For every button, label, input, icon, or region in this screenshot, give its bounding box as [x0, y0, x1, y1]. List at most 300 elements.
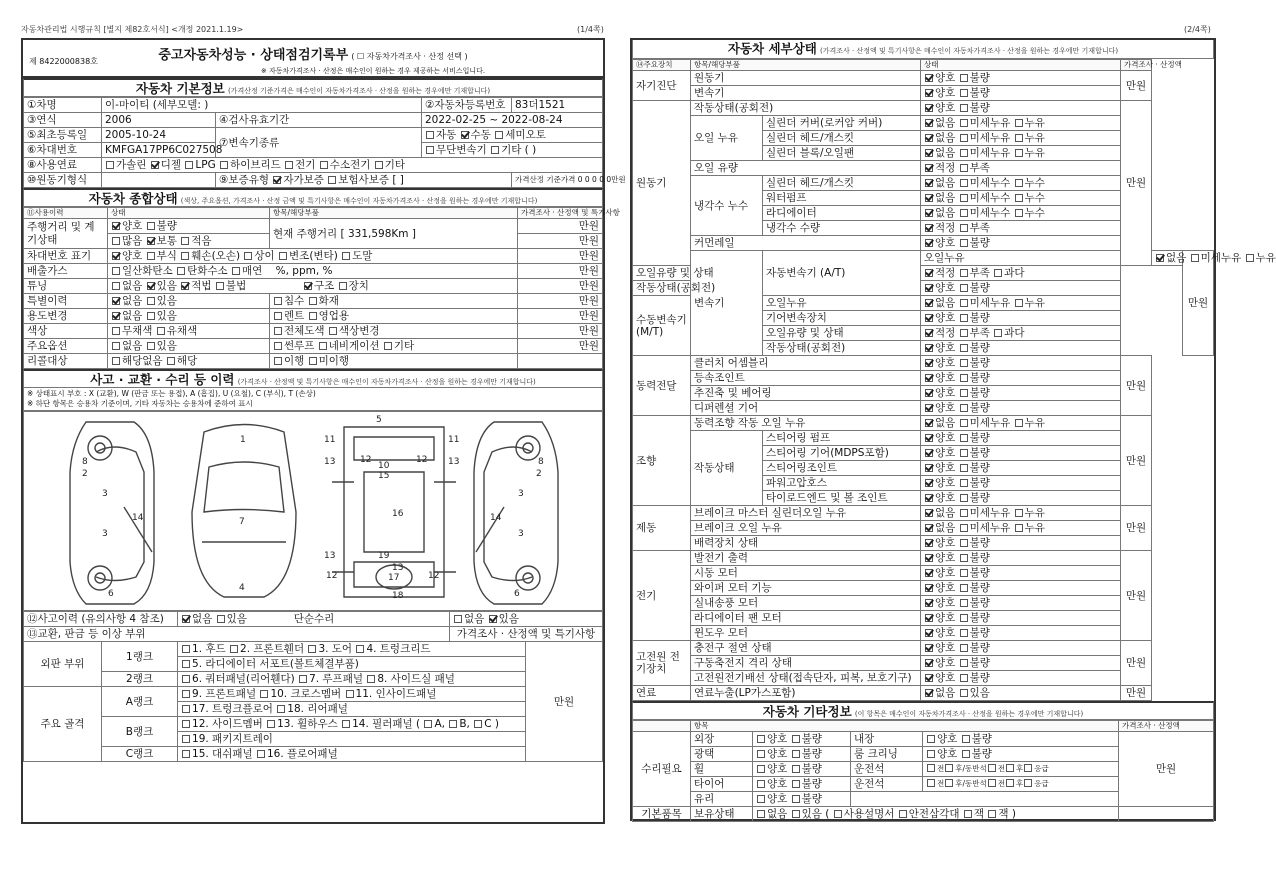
fuel-elec-checkbox[interactable]	[285, 161, 293, 169]
option-navi-checkbox[interactable]	[319, 342, 327, 350]
trans-manual-checkbox[interactable]	[461, 131, 469, 139]
wheel-rear-checkbox[interactable]	[945, 764, 953, 772]
detail-state-42	[921, 671, 1121, 686]
glass-bad-checkbox[interactable]	[792, 795, 800, 803]
accident-none-checkbox[interactable]	[182, 615, 190, 623]
tire-rear2-checkbox[interactable]	[1006, 779, 1014, 787]
tire-emergency-checkbox[interactable]	[1024, 779, 1032, 787]
detail-checkbox-3-1[interactable]	[960, 104, 968, 112]
tire-bad-checkbox[interactable]	[792, 780, 800, 788]
detail-state-2	[921, 86, 1121, 101]
option-price: 만원	[518, 339, 603, 354]
detail-checkbox-36-0[interactable]	[925, 584, 933, 592]
wheel-front-checkbox[interactable]	[927, 764, 935, 772]
detail-price-43: 만원	[1121, 686, 1152, 701]
detail-checkbox-14-0[interactable]	[1156, 254, 1164, 262]
detail-checkbox-16-0[interactable]	[925, 284, 933, 292]
detail-checkbox-9-2[interactable]	[1015, 194, 1023, 202]
special-yes-checkbox[interactable]	[147, 297, 155, 305]
emission-smoke-checkbox[interactable]	[232, 267, 240, 275]
room-good-checkbox[interactable]	[927, 750, 935, 758]
detail-checkbox-36-1[interactable]	[960, 584, 968, 592]
detail-sd1: 원동기	[691, 71, 921, 86]
trunk-lid-checkbox[interactable]	[356, 645, 364, 653]
detail-state-8	[921, 176, 1121, 191]
warranty-ins-checkbox[interactable]	[328, 176, 336, 184]
detail-checkbox-11-0[interactable]	[925, 224, 933, 232]
detail-checkbox-7-0[interactable]	[925, 164, 933, 172]
detail-option-27-0: 양호	[935, 447, 956, 459]
tuning-legal: 적법	[191, 280, 212, 292]
emission-hc-checkbox[interactable]	[177, 267, 185, 275]
wheel-label: 휠	[691, 762, 753, 777]
detail-option-34-1: 불량	[969, 552, 990, 564]
detail-checkbox-33-1[interactable]	[960, 539, 968, 547]
usage-none-checkbox[interactable]	[112, 312, 120, 320]
tuning-illegal-checkbox[interactable]	[216, 282, 224, 290]
glass-options	[753, 792, 851, 807]
detail-checkbox-9-0[interactable]	[925, 194, 933, 202]
dash-panel-checkbox[interactable]	[182, 750, 190, 758]
detail-checkbox-42-1[interactable]	[960, 674, 968, 682]
vin-label: ⑥차대번호	[24, 143, 102, 158]
trans-cvt-checkbox[interactable]	[426, 146, 434, 154]
detail-checkbox-6-2[interactable]	[1015, 149, 1023, 157]
hood-checkbox[interactable]	[182, 645, 190, 653]
front-panel: 9. 프론트패널	[192, 688, 257, 700]
gloss-bad-checkbox[interactable]	[792, 750, 800, 758]
detail-checkbox-18-0[interactable]	[925, 314, 933, 322]
detail-s4: 스티어링조인트	[763, 461, 921, 476]
fuel-hybrid-checkbox[interactable]	[220, 161, 228, 169]
detail-title: 자동차 세부상태	[727, 41, 817, 56]
option-sunroof-checkbox[interactable]	[274, 342, 282, 350]
detail-checkbox-5-1[interactable]	[960, 134, 968, 142]
detail-checkbox-24-1[interactable]	[960, 404, 968, 412]
side-member-checkbox[interactable]	[182, 720, 190, 728]
detail-checkbox-8-1[interactable]	[960, 179, 968, 187]
vin-opt-4-checkbox[interactable]	[279, 252, 287, 260]
vin-opt-2: 훼손(오손)	[191, 250, 241, 262]
front-fender-checkbox[interactable]	[230, 645, 238, 653]
recall-na-checkbox[interactable]	[112, 357, 120, 365]
detail-checkbox-32-2[interactable]	[1015, 524, 1023, 532]
emission-smoke: 매연	[241, 265, 263, 277]
tuning-device-checkbox[interactable]	[339, 282, 347, 290]
detail-checkbox-23-1[interactable]	[960, 389, 968, 397]
detail-checkbox-14-2[interactable]	[1246, 254, 1254, 262]
trunk-floor-checkbox[interactable]	[182, 705, 190, 713]
option-yes-checkbox[interactable]	[147, 342, 155, 350]
detail-state-34	[921, 551, 1121, 566]
detail-checkbox-26-0[interactable]	[925, 434, 933, 442]
detail-option-40-0: 양호	[935, 642, 956, 654]
detail-checkbox-38-1[interactable]	[960, 614, 968, 622]
detail-checkbox-6-0[interactable]	[925, 149, 933, 157]
detail-h4: 가격조사 · 산정액	[1121, 60, 1152, 71]
detail-checkbox-32-0[interactable]	[925, 524, 933, 532]
detail-checkbox-31-0[interactable]	[925, 509, 933, 517]
detail-t1: 오일누유	[921, 251, 1121, 266]
fuel-other-checkbox[interactable]	[375, 161, 383, 169]
detail-checkbox-10-2[interactable]	[1015, 209, 1023, 217]
detail-checkbox-20-0[interactable]	[925, 344, 933, 352]
detail-checkbox-20-1[interactable]	[960, 344, 968, 352]
detail-option-21-0: 양호	[935, 357, 956, 369]
room-bad-checkbox[interactable]	[962, 750, 970, 758]
manual-checkbox[interactable]	[834, 810, 842, 818]
svg-text:12: 12	[360, 455, 372, 465]
detail-checkbox-29-1[interactable]	[960, 479, 968, 487]
triangle-checkbox[interactable]	[899, 810, 907, 818]
mileage-bad-checkbox[interactable]	[147, 222, 155, 230]
wheel-good-checkbox[interactable]	[757, 765, 765, 773]
pillar-panel-checkbox[interactable]	[342, 720, 350, 728]
detail-checkbox-8-2[interactable]	[1015, 179, 1023, 187]
glass-empty	[851, 792, 1119, 807]
roof-panel: 7. 루프패널	[309, 673, 363, 685]
etc-title: 자동차 기타정보	[762, 704, 852, 719]
detail-t3: 작동상태(공회전)	[633, 281, 691, 296]
detail-checkbox-30-0[interactable]	[925, 494, 933, 502]
room-clean-options	[923, 747, 1119, 762]
exterior-options	[753, 732, 851, 747]
document-number: 제 8422000838호	[29, 57, 98, 66]
roof-panel-checkbox[interactable]	[299, 675, 307, 683]
detail-option-36-0: 양호	[935, 582, 956, 594]
fuel-h2-checkbox[interactable]	[320, 161, 328, 169]
color-label: 색상	[24, 324, 108, 339]
trunk-lid: 4. 트렁크리드	[366, 643, 431, 655]
mileage-good-checkbox[interactable]	[112, 222, 120, 230]
vin-opt-5-checkbox[interactable]	[342, 252, 350, 260]
overall-title: 자동차 종합상태	[88, 191, 178, 206]
detail-option-41-1: 불량	[969, 657, 990, 669]
color-change-checkbox[interactable]	[329, 327, 337, 335]
emission-co-checkbox[interactable]	[112, 267, 120, 275]
detail-checkbox-2-0[interactable]	[925, 89, 933, 97]
tire-bad: 불량	[801, 778, 822, 790]
usage-yes-checkbox[interactable]	[147, 312, 155, 320]
detail-checkbox-10-1[interactable]	[960, 209, 968, 217]
rank2-label: 2랭크	[102, 672, 178, 687]
detail-option-33-1: 불량	[969, 537, 990, 549]
tire-rear-checkbox[interactable]	[945, 779, 953, 787]
detail-checkbox-21-0[interactable]	[925, 359, 933, 367]
detail-checkbox-15-0[interactable]	[925, 269, 933, 277]
special-flood-checkbox[interactable]	[274, 297, 282, 305]
svg-text:13: 13	[448, 457, 460, 467]
detail-checkbox-7-1[interactable]	[960, 164, 968, 172]
basic-info-title: 자동차 기본정보	[135, 81, 225, 96]
package-tray-checkbox[interactable]	[182, 735, 190, 743]
accident-history-options	[178, 612, 450, 627]
detail-state-1	[921, 71, 1121, 86]
mileage-label: 주행거리 및 계기상태	[24, 219, 108, 249]
fuel-hybrid: 하이브리드	[230, 159, 281, 171]
detail-checkbox-5-0[interactable]	[925, 134, 933, 142]
vin-opt-1-checkbox[interactable]	[147, 252, 155, 260]
option-other-checkbox[interactable]	[384, 342, 392, 350]
detail-checkbox-5-2[interactable]	[1015, 134, 1023, 142]
detail-checkbox-25-2[interactable]	[1015, 419, 1023, 427]
recall-yes: 해당	[176, 355, 198, 367]
vin-opt-0-checkbox[interactable]	[112, 252, 120, 260]
page-2	[630, 38, 1276, 821]
front-fender: 2. 프론트휀더	[240, 643, 305, 655]
fuel-gas-checkbox[interactable]	[106, 161, 114, 169]
detail-checkbox-9-1[interactable]	[960, 194, 968, 202]
package-tray: 19. 패키지트레이	[192, 733, 273, 745]
detail-state-10	[921, 206, 1121, 221]
option-none-checkbox[interactable]	[112, 342, 120, 350]
accident-title: 사고 · 교환 · 수리 등 이력	[90, 372, 235, 387]
detail-checkbox-38-0[interactable]	[925, 614, 933, 622]
floor-panel-checkbox[interactable]	[257, 750, 265, 758]
detail-checkbox-40-1[interactable]	[960, 644, 968, 652]
detail-checkbox-14-1[interactable]	[1191, 254, 1199, 262]
tire-good-checkbox[interactable]	[757, 780, 765, 788]
tuning-struct-checkbox[interactable]	[304, 282, 312, 290]
detail-checkbox-1-1[interactable]	[960, 74, 968, 82]
quarter-panel: 6. 쿼터패널(리어휀다)	[192, 673, 295, 685]
detail-checkbox-12-1[interactable]	[960, 239, 968, 247]
pillar-c-checkbox[interactable]	[474, 720, 482, 728]
special-fire-checkbox[interactable]	[309, 297, 317, 305]
interior-good-checkbox[interactable]	[927, 735, 935, 743]
detail-option-25-1: 미세누유	[969, 417, 1011, 429]
detail-checkbox-23-0[interactable]	[925, 389, 933, 397]
detail-checkbox-19-2[interactable]	[994, 329, 1002, 337]
quarter-panel-checkbox[interactable]	[182, 675, 190, 683]
detail-checkbox-43-0[interactable]	[925, 689, 933, 697]
svg-text:2: 2	[82, 469, 88, 479]
detail-state-7	[921, 161, 1121, 176]
detail-checkbox-42-0[interactable]	[925, 674, 933, 682]
detail-option-39-1: 불량	[969, 627, 990, 639]
accident-table	[23, 611, 603, 762]
detail-checkbox-17-1[interactable]	[960, 299, 968, 307]
mileage-normal-checkbox[interactable]	[147, 237, 155, 245]
detail-e6: 실린더 헤드/개스킷	[763, 176, 921, 191]
detail-checkbox-22-1[interactable]	[960, 374, 968, 382]
detail-checkbox-41-0[interactable]	[925, 659, 933, 667]
option-items	[270, 339, 518, 354]
detail-checkbox-27-1[interactable]	[960, 449, 968, 457]
exterior-good: 양호	[767, 733, 788, 745]
fuel-lpg-checkbox[interactable]	[185, 161, 193, 169]
exterior-bad-checkbox[interactable]	[792, 735, 800, 743]
mileage-few-checkbox[interactable]	[181, 237, 189, 245]
usage-biz-checkbox[interactable]	[309, 312, 317, 320]
detail-checkbox-26-1[interactable]	[960, 434, 968, 442]
detail-checkbox-16-1[interactable]	[960, 284, 968, 292]
rankB-items	[178, 717, 526, 732]
accident-yes-checkbox[interactable]	[217, 615, 225, 623]
tire-driver-label: 운전석	[851, 777, 923, 792]
door-checkbox[interactable]	[308, 645, 316, 653]
possession-none-checkbox[interactable]	[757, 810, 765, 818]
possession-yes-checkbox[interactable]	[792, 810, 800, 818]
tire-front2-checkbox[interactable]	[988, 779, 996, 787]
detail-power: 동력전달	[633, 356, 691, 416]
detail-option-39-0: 양호	[935, 627, 956, 639]
svg-text:19: 19	[378, 551, 390, 561]
detail-checkbox-22-0[interactable]	[925, 374, 933, 382]
reg-no: 83더1521	[512, 98, 603, 113]
detail-checkbox-31-2[interactable]	[1015, 509, 1023, 517]
recall-notdone-checkbox[interactable]	[309, 357, 317, 365]
detail-t6: 오일유량 및 상태	[763, 326, 921, 341]
simple-repair-options	[450, 612, 603, 627]
detail-checkbox-40-0[interactable]	[925, 644, 933, 652]
detail-checkbox-35-0[interactable]	[925, 569, 933, 577]
exchange-price: 만원	[526, 642, 603, 762]
detail-checkbox-21-1[interactable]	[960, 359, 968, 367]
cross-member-checkbox[interactable]	[260, 690, 268, 698]
detail-checkbox-39-0[interactable]	[925, 629, 933, 637]
svg-text:18: 18	[392, 591, 404, 601]
color-chromatic-checkbox[interactable]	[157, 327, 165, 335]
fuel-lpg: LPG	[195, 159, 216, 171]
wheel-rear2-checkbox[interactable]	[1006, 764, 1014, 772]
tuning-none-checkbox[interactable]	[112, 282, 120, 290]
detail-checkbox-10-0[interactable]	[925, 209, 933, 217]
detail-checkbox-6-1[interactable]	[960, 149, 968, 157]
tire-front: 전	[937, 779, 945, 788]
detail-checkbox-28-1[interactable]	[960, 464, 968, 472]
repair-yes-checkbox[interactable]	[489, 615, 497, 623]
exterior-bad: 불량	[801, 733, 822, 745]
trans-manual: 수동	[470, 129, 491, 141]
overall-h4: 가격조사 · 산정액 및 특기사항	[518, 208, 603, 219]
glass-good-checkbox[interactable]	[757, 795, 765, 803]
detail-option-14-0: 없음	[1166, 252, 1187, 264]
detail-checkbox-15-1[interactable]	[960, 269, 968, 277]
trans-auto-checkbox[interactable]	[426, 131, 434, 139]
detail-checkbox-19-0[interactable]	[925, 329, 933, 337]
tuning-yes-checkbox[interactable]	[147, 282, 155, 290]
mileage-many-checkbox[interactable]	[112, 237, 120, 245]
detail-option-23-0: 양호	[935, 387, 956, 399]
detail-price-31: 만원	[1121, 506, 1152, 551]
detail-checkbox-4-1[interactable]	[960, 119, 968, 127]
radiator-support-checkbox[interactable]	[182, 660, 190, 668]
side-sill-checkbox[interactable]	[367, 675, 375, 683]
wheel-emergency-checkbox[interactable]	[1024, 764, 1032, 772]
detail-checkbox-34-0[interactable]	[925, 554, 933, 562]
detail-checkbox-4-0[interactable]	[925, 119, 933, 127]
detail-h2x: 구동축전지 격리 상태	[691, 656, 921, 671]
detail-checkbox-15-2[interactable]	[994, 269, 1002, 277]
wheel-house-checkbox[interactable]	[267, 720, 275, 728]
overall-h1: ⑪사용이력	[24, 208, 108, 219]
warranty-row	[216, 173, 512, 188]
trans-semi-checkbox[interactable]	[495, 131, 503, 139]
detail-checkbox-18-1[interactable]	[960, 314, 968, 322]
detail-checkbox-24-0[interactable]	[925, 404, 933, 412]
vin-opt-3-checkbox[interactable]	[244, 252, 252, 260]
warranty-self-checkbox[interactable]	[273, 176, 281, 184]
possession-options	[753, 807, 1119, 822]
detail-checkbox-43-1[interactable]	[960, 689, 968, 697]
detail-checkbox-33-0[interactable]	[925, 539, 933, 547]
detail-checkbox-37-0[interactable]	[925, 599, 933, 607]
detail-checkbox-31-1[interactable]	[960, 509, 968, 517]
detail-checkbox-12-0[interactable]	[925, 239, 933, 247]
detail-el2: 시동 모터	[691, 566, 921, 581]
trans-other-checkbox[interactable]	[491, 146, 499, 154]
exterior-good-checkbox[interactable]	[757, 735, 765, 743]
vin-opt-2-checkbox[interactable]	[181, 252, 189, 260]
detail-checkbox-8-0[interactable]	[925, 179, 933, 187]
detail-checkbox-11-1[interactable]	[960, 224, 968, 232]
detail-state-31	[921, 506, 1121, 521]
room-good: 양호	[937, 748, 958, 760]
pillar-b-checkbox[interactable]	[449, 720, 457, 728]
detail-checkbox-30-1[interactable]	[960, 494, 968, 502]
detail-checkbox-3-0[interactable]	[925, 104, 933, 112]
detail-checkbox-32-1[interactable]	[960, 524, 968, 532]
warranty-ins: 보험사보증	[338, 174, 389, 186]
usage-rent-checkbox[interactable]	[274, 312, 282, 320]
interior-bad-checkbox[interactable]	[962, 735, 970, 743]
repair-none-checkbox[interactable]	[454, 615, 462, 623]
rear-panel-checkbox[interactable]	[277, 705, 285, 713]
tire-front-checkbox[interactable]	[927, 779, 935, 787]
detail-checkbox-34-1[interactable]	[960, 554, 968, 562]
detail-checkbox-17-0[interactable]	[925, 299, 933, 307]
option-none: 없음	[122, 340, 143, 352]
detail-checkbox-29-0[interactable]	[925, 479, 933, 487]
recall-yes-checkbox[interactable]	[167, 357, 175, 365]
svg-text:16: 16	[392, 509, 404, 519]
detail-checkbox-4-2[interactable]	[1015, 119, 1023, 127]
tuning-legal-checkbox[interactable]	[181, 282, 189, 290]
color-full-checkbox[interactable]	[274, 327, 282, 335]
wheel-bad-checkbox[interactable]	[792, 765, 800, 773]
detail-checkbox-37-1[interactable]	[960, 599, 968, 607]
detail-checkbox-25-0[interactable]	[925, 419, 933, 427]
triangle: 안전삼각대	[908, 808, 960, 820]
pillar-a-checkbox[interactable]	[424, 720, 432, 728]
detail-checkbox-19-1[interactable]	[960, 329, 968, 337]
detail-checkbox-2-1[interactable]	[960, 89, 968, 97]
detail-checkbox-25-1[interactable]	[960, 419, 968, 427]
detail-checkbox-41-1[interactable]	[960, 659, 968, 667]
detail-checkbox-35-1[interactable]	[960, 569, 968, 577]
special-none-checkbox[interactable]	[112, 297, 120, 305]
detail-checkbox-39-1[interactable]	[960, 629, 968, 637]
inside-panel-checkbox[interactable]	[346, 690, 354, 698]
detail-checkbox-1-0[interactable]	[925, 74, 933, 82]
overall-h2: 상태	[108, 208, 270, 219]
wheel-front2-checkbox[interactable]	[988, 764, 996, 772]
front-panel-checkbox[interactable]	[182, 690, 190, 698]
spanner-checkbox[interactable]	[988, 810, 996, 818]
detail-option-14-2: 누유	[1255, 252, 1276, 264]
detail-checkbox-28-0[interactable]	[925, 464, 933, 472]
fuel-diesel-checkbox[interactable]	[151, 161, 159, 169]
gloss-good-checkbox[interactable]	[757, 750, 765, 758]
possession-none: 없음	[767, 808, 788, 820]
color-achromatic-checkbox[interactable]	[112, 327, 120, 335]
recall-done-checkbox[interactable]	[274, 357, 282, 365]
detail-checkbox-27-0[interactable]	[925, 449, 933, 457]
jack-checkbox[interactable]	[964, 810, 972, 818]
dash-panel: 15. 대쉬패널	[192, 748, 253, 760]
detail-checkbox-17-2[interactable]	[1015, 299, 1023, 307]
